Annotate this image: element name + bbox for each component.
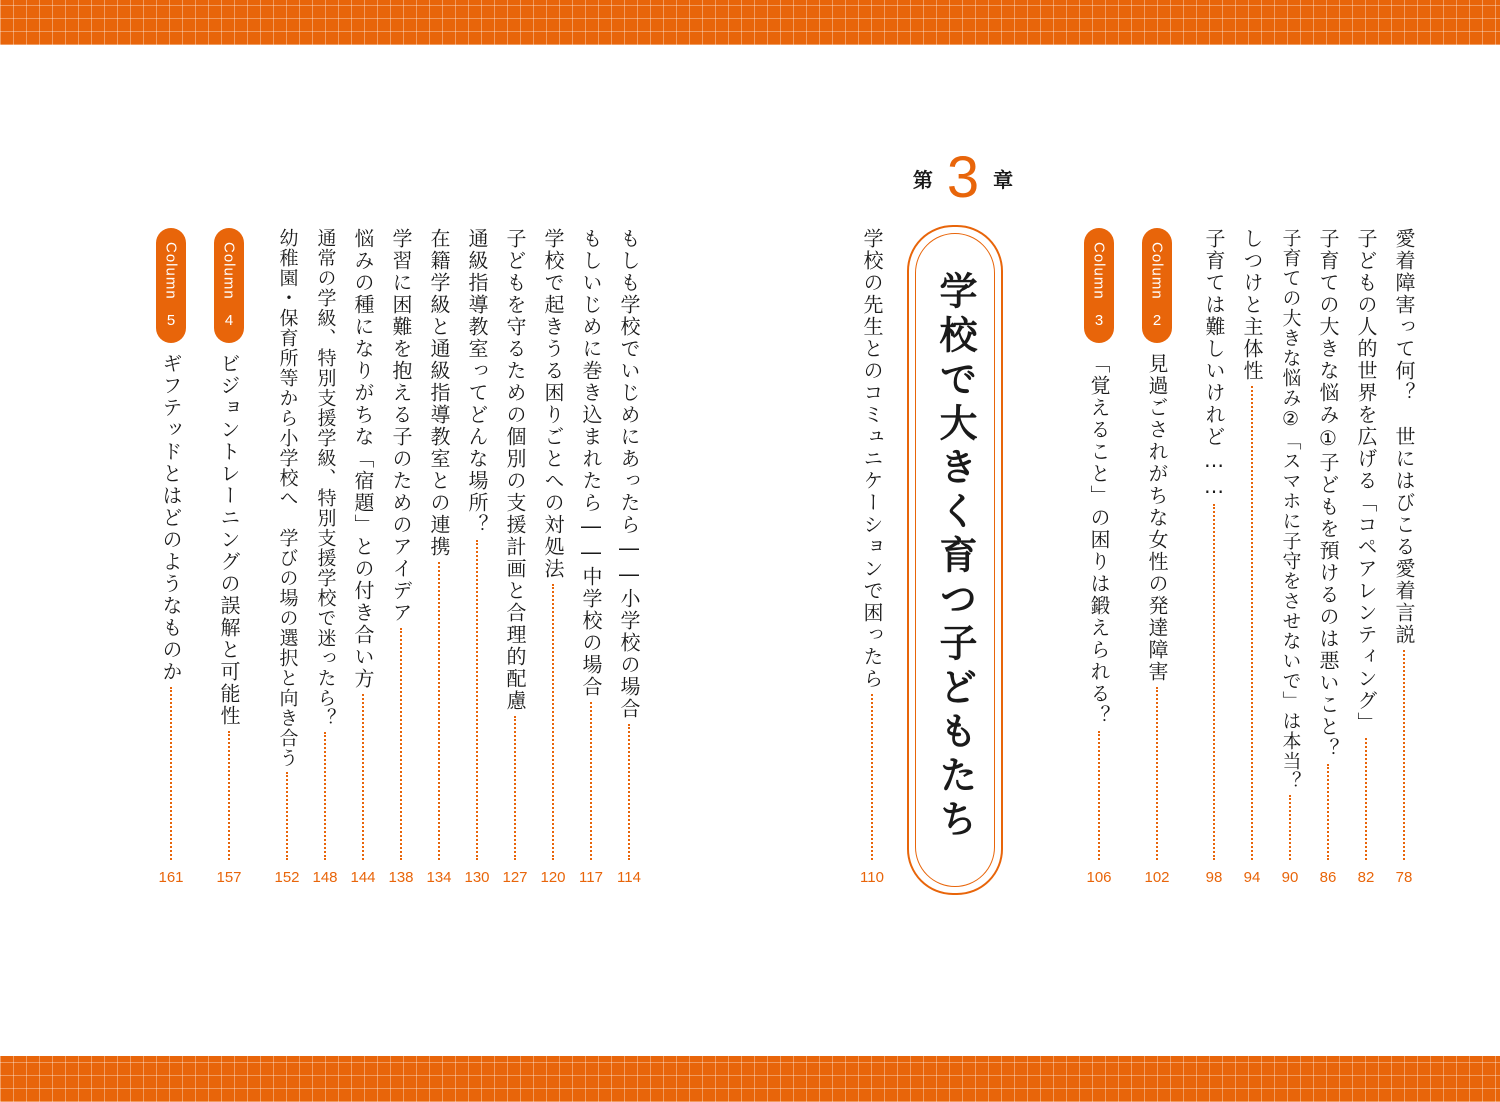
entry-title: 子育ての大きな悩み①子どもを預けるのは悪いこと？ [1316,228,1340,760]
dotted-leader [1098,731,1100,860]
toc-entry[interactable] [1194,228,1234,888]
entry-title: 幼稚園・保育所等から小学校へ 学びの場の選択と向き合う [276,228,299,768]
dotted-leader [438,562,440,860]
toc-entry[interactable] [305,228,345,888]
toc-entry[interactable] [1308,228,1348,888]
dotted-leader [476,540,478,860]
entry-title: 学校の先生とのコミュニケーションで困ったら [860,228,884,690]
dotted-leader [1213,504,1215,860]
column-badge-label: Column [1148,242,1166,300]
toc-entry[interactable] [1270,228,1310,888]
toc-entry[interactable] [495,228,535,888]
page-number: 94 [1243,869,1261,886]
toc-entry[interactable] [609,228,649,888]
dotted-leader [871,694,873,860]
page-number: 134 [426,869,452,886]
dotted-leader [1251,386,1253,860]
page-number: 106 [1086,869,1112,886]
column-badge-label: Column [162,242,180,300]
column-badge [1142,228,1172,343]
toc-entry[interactable] [1384,228,1424,888]
toc-entry[interactable] [852,228,892,888]
chapter-label-suffix: 章 [993,167,1014,192]
page-number: 117 [579,869,603,886]
page-number: 114 [617,869,641,886]
dotted-leader [228,731,230,860]
toc-entry[interactable] [1346,228,1386,888]
page-number: 148 [312,869,338,886]
chapter-title: 学校で大きく育つ子どもたち [933,271,977,843]
page-number: 144 [350,869,376,886]
entry-title: 悩みの種になりがちな「宿題」との付き合い方 [351,228,375,690]
dotted-leader [1289,795,1291,860]
top-decorative-band [0,0,1500,45]
column-badge [1084,228,1114,343]
page-number: 120 [540,869,566,886]
page-number: 152 [274,869,300,886]
entry-title: ギフテッドとはどのようなものか [159,352,183,683]
column-badge-number: 4 [220,311,238,329]
dotted-leader [170,687,172,860]
toc-column-entry[interactable] [1079,228,1119,888]
toc-entry[interactable] [381,228,421,888]
entry-title: 愛着障害って何？ 世にはびこる愛着言説 [1392,228,1416,646]
toc-entry[interactable] [1232,228,1272,888]
entry-title: もしも学校でいじめにあったら――小学校の場合 [617,228,641,720]
page-number: 86 [1319,869,1337,886]
toc-entry[interactable] [419,228,459,888]
page-number: 78 [1395,869,1413,886]
toc-entry[interactable] [571,228,611,888]
entry-title: 子育ては難しいけれど…… [1202,228,1226,500]
column-badge-label: Column [220,242,238,300]
toc-column-entry[interactable] [151,228,191,888]
entry-title: 「覚えること」の困りは鍛えられる？ [1087,352,1111,727]
toc-column-entry[interactable] [209,228,249,888]
column-badge [156,228,186,343]
column-badge-number: 3 [1090,311,1108,329]
column-badge [214,228,244,343]
dotted-leader [324,732,326,860]
entry-title: 子どもを守るための個別の支援計画と合理的配慮 [503,228,527,712]
dotted-leader [400,628,402,860]
entry-title: 通級指導教室ってどんな場所？ [465,228,489,536]
entry-title: しつけと主体性 [1240,228,1264,382]
dotted-leader [1327,764,1329,860]
entry-title: 子育ての大きな悩み②「スマホに子守をさせないで」は本当？ [1279,228,1302,791]
dotted-leader [1156,687,1158,860]
page-number: 102 [1144,869,1170,886]
column-badge-number: 2 [1148,311,1166,329]
entry-title: 通常の学級、特別支援学級、特別支援学校で迷ったら？ [314,228,337,728]
dotted-leader [1365,738,1367,860]
dotted-leader [514,716,516,860]
chapter-number: 3 [946,145,980,210]
column-badge-number: 5 [162,311,180,329]
page-number: 127 [502,869,528,886]
toc-column-entry[interactable] [1137,228,1177,888]
entry-title: もしいじめに巻き込まれたら――中学校の場合 [579,228,603,698]
dotted-leader [552,584,554,860]
entry-title: 学習に困難を抱える子のためのアイデア [389,228,413,624]
dotted-leader [628,724,630,860]
entry-title: 在籍学級と通級指導教室との連携 [427,228,451,558]
toc-entry[interactable] [343,228,383,888]
entry-title: 子どもの人的世界を広げる「コペアレンティング」 [1354,228,1378,734]
toc-entry[interactable] [457,228,497,888]
column-badge-label: Column [1090,242,1108,300]
dotted-leader [1403,650,1405,860]
entry-title: 見過ごされがちな女性の発達障害 [1145,352,1169,683]
toc-entry[interactable] [533,228,573,888]
chapter-title-frame [907,225,1003,895]
chapter-label-prefix: 第 [912,167,933,192]
dotted-leader [286,772,288,860]
page-number: 138 [388,869,414,886]
entry-title: ビジョントレーニングの誤解と可能性 [217,352,241,727]
entry-title: 学校で起きうる困りごとへの対処法 [541,228,565,580]
page-number: 90 [1281,869,1299,886]
page-number: 110 [860,869,884,886]
dotted-leader [362,694,364,860]
page-number: 130 [464,869,490,886]
bottom-decorative-band [0,1056,1500,1102]
page-number: 161 [158,869,184,886]
chapter-heading [898,145,1028,210]
toc-entry[interactable] [267,228,307,888]
dotted-leader [590,702,592,860]
page-number: 157 [216,869,242,886]
page-number: 98 [1205,869,1223,886]
page-number: 82 [1357,869,1375,886]
